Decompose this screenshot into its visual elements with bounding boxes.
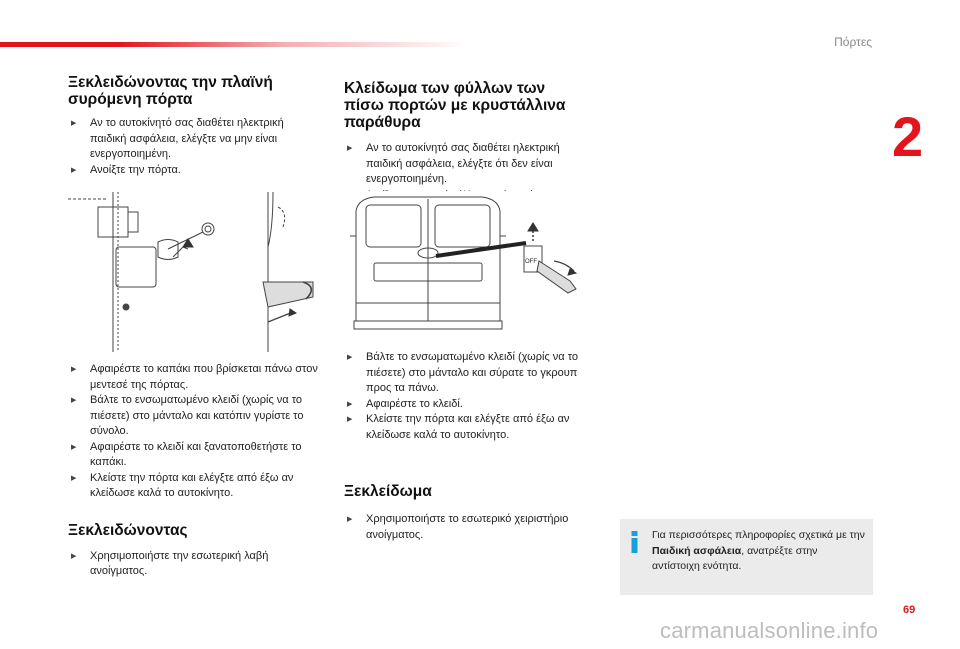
list-item: ▶ Ανοίξτε την πόρτα. — [68, 163, 323, 179]
section-title: Πόρτες — [834, 35, 872, 49]
list-item: ▶ Αν το αυτοκίνητό σας διαθέτει ηλεκτρική παιδική ασφάλεια, ελέγξτε να μην είναι ενεργοποιημένη. — [68, 116, 323, 163]
list-item: ▶ Βάλτε το ενσωματωμένο κλειδί (χωρίς να το πιέσετε) στο μάνταλο και σύρατε το γκρουπ προς τα πάνω. — [344, 350, 594, 397]
sliding-door-illustration — [68, 187, 330, 357]
heading-rear-doors-lock: Κλείδωμα των φύλλων των πίσω πορτών με κρυστάλλινα παράθυρα — [344, 80, 566, 131]
info-text — [652, 528, 867, 575]
off-label: OFF — [525, 259, 537, 265]
info-box — [620, 519, 873, 595]
left-column-steps — [68, 362, 328, 580]
rear-doors-illustration — [344, 191, 600, 333]
bullet-list — [68, 549, 303, 580]
list-item: ▶ Χρησιμοποιήστε το εσωτερικό χειριστήριο ανοίγματος. — [344, 512, 594, 543]
list-item: ▶ Βάλτε το ενσωματωμένο κλειδί (χωρίς να το πιέσετε) στο μάνταλο και κατόπιν γυρίστε το σύνολο. — [68, 393, 323, 440]
chapter-number: 2 — [892, 105, 924, 168]
list-item: ▶ Ανοίξτε το αριστερό φύλλο της πίσω πόρτας. — [344, 188, 594, 202]
page-number: 69 — [903, 604, 916, 616]
info-text-bold: Παιδική ασφάλεια — [652, 544, 742, 557]
list-item: ▶ Κλείστε την πόρτα και ελέγξτε από έξω αν κλείδωσε καλά το αυτοκίνητο. — [68, 471, 323, 502]
left-column — [68, 74, 328, 178]
list-item: ▶ Κλείστε την πόρτα και ελέγξτε από έξω αν κλείδωσε καλά το αυτοκίνητο. — [344, 412, 594, 443]
list-item: ▶ Αν το αυτοκίνητό σας διαθέτει ηλεκτρική παιδική ασφάλεια, ελέγξτε ότι δεν είναι ενεργοποιημένη. — [344, 141, 594, 188]
info-icon — [630, 531, 639, 553]
info-text-part: , ανατρέξτε στην αντίστοιχη ενότητα. — [652, 544, 818, 572]
list-item: ▶ Χρησιμοποιήστε την εσωτερική λαβή ανοίγματος. — [68, 549, 303, 580]
bullet-list — [344, 512, 594, 543]
watermark: carmanualsonline.info — [660, 618, 879, 643]
heading-unlock-sliding-door: Ξεκλειδώνοντας την πλαϊνή συρόμενη πόρτα — [68, 74, 273, 108]
list-item: ▶ Αφαιρέστε το κλειδί και ξανατοποθετήστε το καπάκι. — [68, 440, 323, 471]
list-item: ▶ Αφαιρέστε το καπάκι που βρίσκεται πάνω στον μεντεσέ της πόρτας. — [68, 362, 323, 393]
heading-unlocking: Ξεκλειδώνοντας — [68, 521, 188, 539]
info-text-part: Για περισσότερες πληροφορίες σχετικά με την — [652, 529, 865, 541]
bullet-list — [68, 116, 323, 178]
right-column — [344, 80, 604, 202]
heading-unlocking-rear: Ξεκλείδωμα — [344, 483, 432, 500]
list-item: ▶ Αφαιρέστε το κλειδί. — [344, 397, 594, 413]
bullet-list — [68, 362, 323, 502]
bullet-list — [344, 350, 594, 443]
right-column-steps — [344, 350, 604, 543]
header-accent-bar — [0, 42, 470, 47]
